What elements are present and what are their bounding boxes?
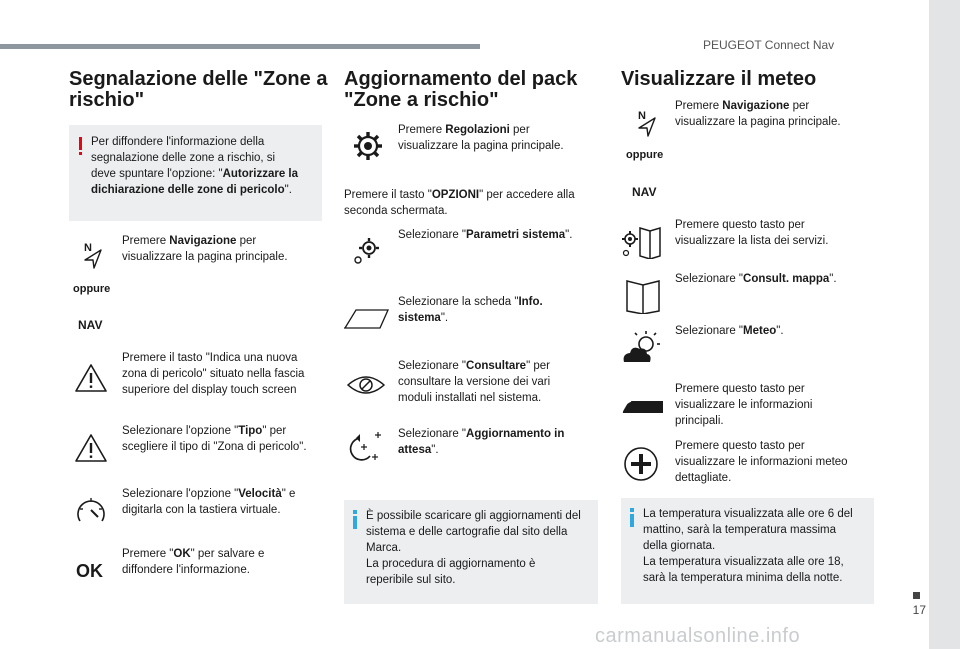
page-marker	[913, 592, 920, 599]
watermark: carmanualsonline.info	[595, 625, 801, 647]
info-note-text: È possibile scaricare gli aggiornamenti del sistema e delle cartografie dal sito della Marca. La procedura di aggiornamento è reperibile sul sito.	[366, 510, 581, 586]
warning-note	[69, 125, 322, 221]
weather-sun-cloud-icon[interactable]	[620, 330, 662, 366]
oppure-label: oppure	[626, 149, 664, 161]
step-meteo: Selezionare "Meteo".	[675, 325, 784, 337]
section-title-meteo: Visualizzare il meteo	[621, 68, 817, 90]
step-regolazioni: Premere Regolazioni per visualizzare la pagina principale.	[398, 124, 564, 152]
page-number: 17	[912, 603, 926, 617]
info-note	[621, 498, 874, 604]
main-info-banner-icon[interactable]	[621, 400, 663, 414]
step-info-sistema: Selezionare la scheda "Info. sistema".	[398, 296, 543, 324]
system-settings-icon[interactable]	[352, 236, 382, 266]
step-consult-mappa: Selezionare "Consult. mappa".	[675, 273, 837, 285]
info-tab-icon[interactable]	[344, 308, 390, 330]
page-edge-strip	[929, 0, 960, 649]
info-mark-icon	[353, 510, 357, 514]
info-note-text: La temperatura visualizzata alle ore 6 del mattino, sarà la temperatura massima della giornata. La temperatura visualizzata alle ore 18, sarà la temperatura minima della notte.	[643, 508, 853, 584]
navigation-arrow-icon[interactable]	[634, 108, 660, 140]
update-pending-icon[interactable]	[346, 430, 384, 464]
step-servizi: Premere questo tasto per visualizzare la lista dei servizi.	[675, 219, 829, 247]
header-title: PEUGEOT Connect Nav	[703, 38, 835, 52]
speedometer-icon[interactable]	[74, 493, 108, 527]
step-consultare: Selezionare "Consultare" per consultare la versione dei vari moduli installati nel sistema.	[398, 360, 551, 404]
info-note	[344, 500, 598, 604]
info-mark-icon	[630, 508, 634, 512]
section-title-aggiornamento: Aggiornamento del pack "Zone a rischio"	[344, 68, 578, 111]
settings-gear-icon[interactable]	[352, 130, 384, 162]
step-info-principali: Premere questo tasto per visualizzare le informazioni principali.	[675, 383, 813, 427]
navigation-arrow-icon[interactable]	[80, 240, 106, 272]
warning-mark-icon	[79, 137, 82, 150]
section-title-zone-rischio: Segnalazione delle "Zone a rischio"	[69, 68, 328, 111]
step-navigazione-meteo: Premere Navigazione per visualizzare la pagina principale.	[675, 100, 841, 128]
nav-button-label[interactable]: NAV	[78, 318, 103, 332]
step-aggiornamento-attesa: Selezionare "Aggiornamento in attesa".	[398, 428, 565, 456]
oppure-label: oppure	[73, 283, 111, 295]
step-parametri-sistema: Selezionare "Parametri sistema".	[398, 229, 573, 241]
services-menu-icon[interactable]	[622, 225, 662, 259]
step-opzioni: Premere il tasto "OPZIONI" per accedere alla seconda schermata.	[344, 189, 575, 217]
svg-text:N: N	[638, 110, 646, 122]
view-eye-icon[interactable]	[346, 373, 386, 397]
plus-circle-icon[interactable]	[623, 446, 659, 482]
warning-note-text: Per diffondere l'informazione della segnalazione delle zone a rischio, si deve spuntare l'opzione: "Autorizzare la dichiarazione delle zone di pericolo".	[91, 136, 299, 196]
ok-button-label[interactable]: OK	[76, 561, 103, 581]
warning-triangle-icon[interactable]	[74, 433, 108, 463]
step-indica-zona: Premere il tasto "Indica una nuova zona di pericolo" situato nella fascia superiore del display touch screen	[122, 352, 305, 396]
step-velocita: Selezionare l'opzione "Velocità" e digitarla con la tastiera virtuale.	[122, 488, 296, 516]
svg-text:N: N	[84, 242, 92, 254]
warning-triangle-icon[interactable]	[74, 363, 108, 393]
step-info-dettagliate: Premere questo tasto per visualizzare le informazioni meteo dettagliate.	[675, 440, 848, 484]
map-book-icon[interactable]	[625, 278, 661, 314]
step-navigazione: Premere Navigazione per visualizzare la pagina principale.	[122, 235, 288, 263]
header-rule	[0, 44, 480, 49]
step-tipo: Selezionare l'opzione "Tipo" per scegliere il tipo di "Zona di pericolo".	[122, 425, 307, 453]
step-ok: Premere "OK" per salvare e diffondere l'informazione.	[122, 548, 265, 576]
nav-button-label[interactable]: NAV	[632, 185, 657, 199]
